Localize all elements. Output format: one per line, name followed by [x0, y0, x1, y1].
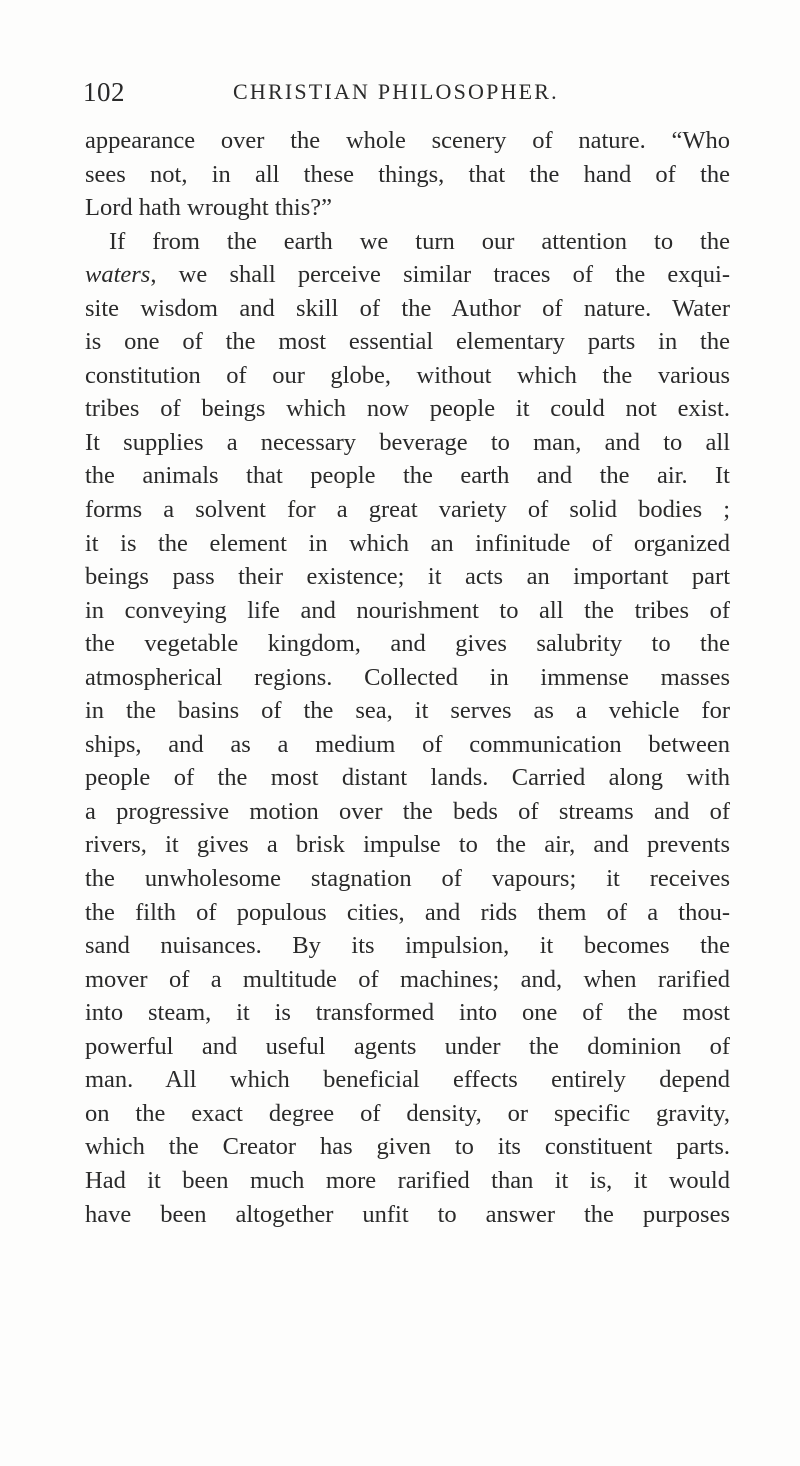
- text-line: the animals that people the earth and the air. It: [85, 462, 730, 490]
- text-line: it is the element in which an infinitude of organized: [85, 529, 730, 557]
- running-head: [83, 72, 723, 112]
- text-line: which the Creator has given to its constituent parts.: [85, 1133, 730, 1161]
- text-line: Lord hath wrought this?”: [85, 194, 332, 222]
- text-line: site wisdom and skill of the Author of nature. Water: [85, 294, 730, 322]
- text-line: ships, and as a medium of communication between: [85, 730, 730, 758]
- text-line: on the exact degree of density, or specific gravity,: [85, 1099, 730, 1127]
- text-line: the vegetable kingdom, and gives salubrity to the: [85, 630, 730, 658]
- text-line: constitution of our globe, without which the various: [85, 361, 730, 389]
- text-line: rivers, it gives a brisk impulse to the air, and prevents: [85, 831, 730, 859]
- body-text: [85, 124, 730, 1231]
- text-line: is one of the most essential elementary parts in the: [85, 328, 730, 356]
- running-title: CHRISTIAN PHILOSOPHER.: [233, 79, 559, 104]
- text-line: the filth of populous cities, and rids them of a thou-: [85, 898, 730, 926]
- text-line: into steam, it is transformed into one of the most: [85, 999, 730, 1027]
- text-line: It supplies a necessary beverage to man, and to all: [85, 428, 730, 456]
- text-line: mover of a multitude of machines; and, when rarified: [85, 965, 730, 993]
- text-line: [85, 258, 730, 292]
- text-line: tribes of beings which now people it could not exist.: [85, 395, 730, 423]
- text-line: appearance over the whole scenery of nature. “Who: [85, 127, 730, 154]
- text-line: powerful and useful agents under the dominion of: [85, 1032, 730, 1060]
- text-line: the unwholesome stagnation of vapours; it receives: [85, 865, 730, 893]
- text-run: , we shall perceive similar traces of the exqui-: [150, 261, 730, 289]
- text-line: atmospherical regions. Collected in immense masses: [85, 663, 730, 691]
- text-line: beings pass their existence; it acts an important part: [85, 563, 730, 591]
- text-line: have been altogether unfit to answer the purposes: [85, 1200, 730, 1228]
- text-line: Had it been much more rarified than it is, it would: [85, 1166, 730, 1194]
- text-line: people of the most distant lands. Carried along with: [85, 764, 730, 792]
- text-line: forms a solvent for a great variety of solid bodies ;: [85, 496, 730, 524]
- text-line: in the basins of the sea, it serves as a vehicle for: [85, 697, 730, 725]
- text-line: sand nuisances. By its impulsion, it becomes the: [85, 932, 730, 960]
- text-line: a progressive motion over the beds of streams and of: [85, 797, 730, 825]
- italic-word: waters: [85, 261, 151, 289]
- text-line: man. All which beneficial effects entirely depend: [85, 1066, 730, 1094]
- paragraph-start-line: If from the earth we turn our attention to the: [109, 227, 730, 255]
- page-number: 102: [83, 77, 125, 107]
- text-line: in conveying life and nourishment to all the tribes of: [85, 596, 730, 624]
- text-line: sees not, in all these things, that the hand of the: [85, 160, 730, 188]
